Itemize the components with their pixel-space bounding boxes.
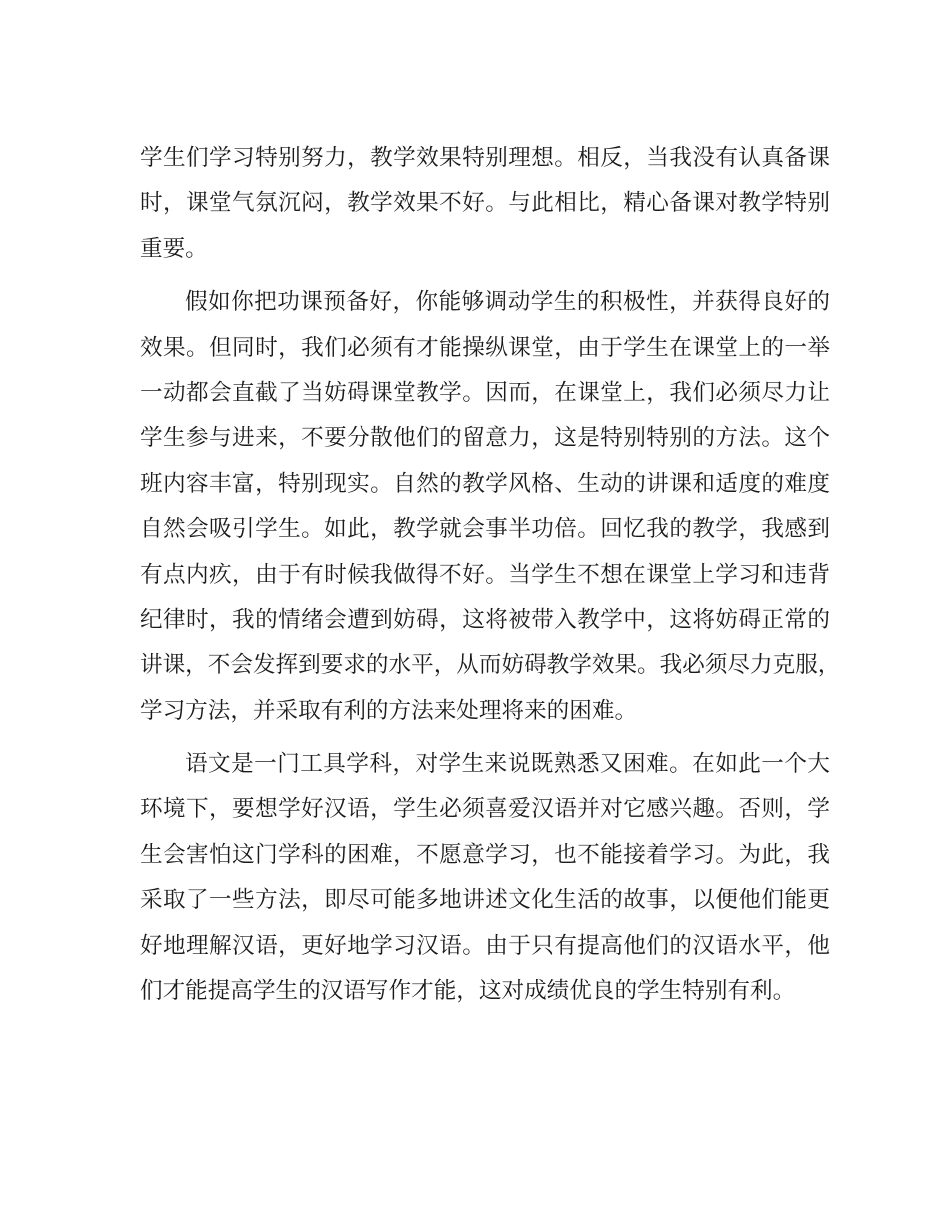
text-line: 时，课堂气氛沉闷，教学效果不好。与此相比，精心备课对教学特别 [140, 190, 830, 217]
text-line: 自然会吸引学生。如此，教学就会事半功倍。回忆我的教学，我感到 [140, 516, 830, 543]
paragraph-gap [140, 272, 830, 280]
text-line: 们才能提高学生的汉语写作才能，这对成绩优良的学生特别有利。 [140, 978, 796, 1005]
text-line: 语文是一门工具学科，对学生来说既熟悉又困难。在如此一个大 [185, 751, 830, 778]
text-line: 学生们学习特别努力，教学效果特别理想。相反，当我没有认真备课 [140, 145, 830, 171]
text-line: 环境下，要想学好汉语，学生必须喜爱汉语并对它感兴趣。否则，学 [140, 796, 830, 823]
text-line: 效果。但同时，我们必须有才能操纵课堂，由于学生在课堂上的一举 [140, 334, 830, 361]
text-line: 班内容丰富，特别现实。自然的教学风格、生动的讲课和适度的难度 [140, 470, 830, 497]
paragraph-gap [140, 734, 830, 742]
paragraph-2 [140, 280, 841, 734]
text-line: 假如你把功课预备好，你能够调动学生的积极性，并获得良好的 [185, 289, 830, 316]
text-line: 采取了一些方法，即尽可能多地讲述文化生活的故事，以便他们能更 [140, 887, 830, 914]
text-line: 生会害怕这门学科的困难，不愿意学习，也不能接着学习。为此，我 [140, 841, 830, 868]
paragraph-1 [140, 136, 830, 272]
text-line: 一动都会直截了当妨碍课堂教学。因而，在课堂上，我们必须尽力让 [140, 379, 830, 406]
text-line: 纪律时，我的情绪会遭到妨碍，这将被带入教学中，这将妨碍正常的 [140, 606, 830, 633]
paragraph-3 [140, 742, 830, 1014]
text-line: 学习方法，并采取有利的方法来处理将来的困难。 [140, 697, 638, 724]
text-line: 重要。 [140, 235, 208, 262]
text-line: 有点内疚，由于有时候我做得不好。当学生不想在课堂上学习和违背 [140, 561, 830, 588]
text-line: 讲课，不会发挥到要求的水平，从而妨碍教学效果。我必须尽力克服， [140, 652, 841, 679]
document-body [140, 136, 841, 1014]
text-line: 好地理解汉语，更好地学习汉语。由于只有提高他们的汉语水平，他 [140, 932, 830, 959]
text-line: 学生参与进来，不要分散他们的留意力，这是特别特别的方法。这个 [140, 425, 830, 452]
